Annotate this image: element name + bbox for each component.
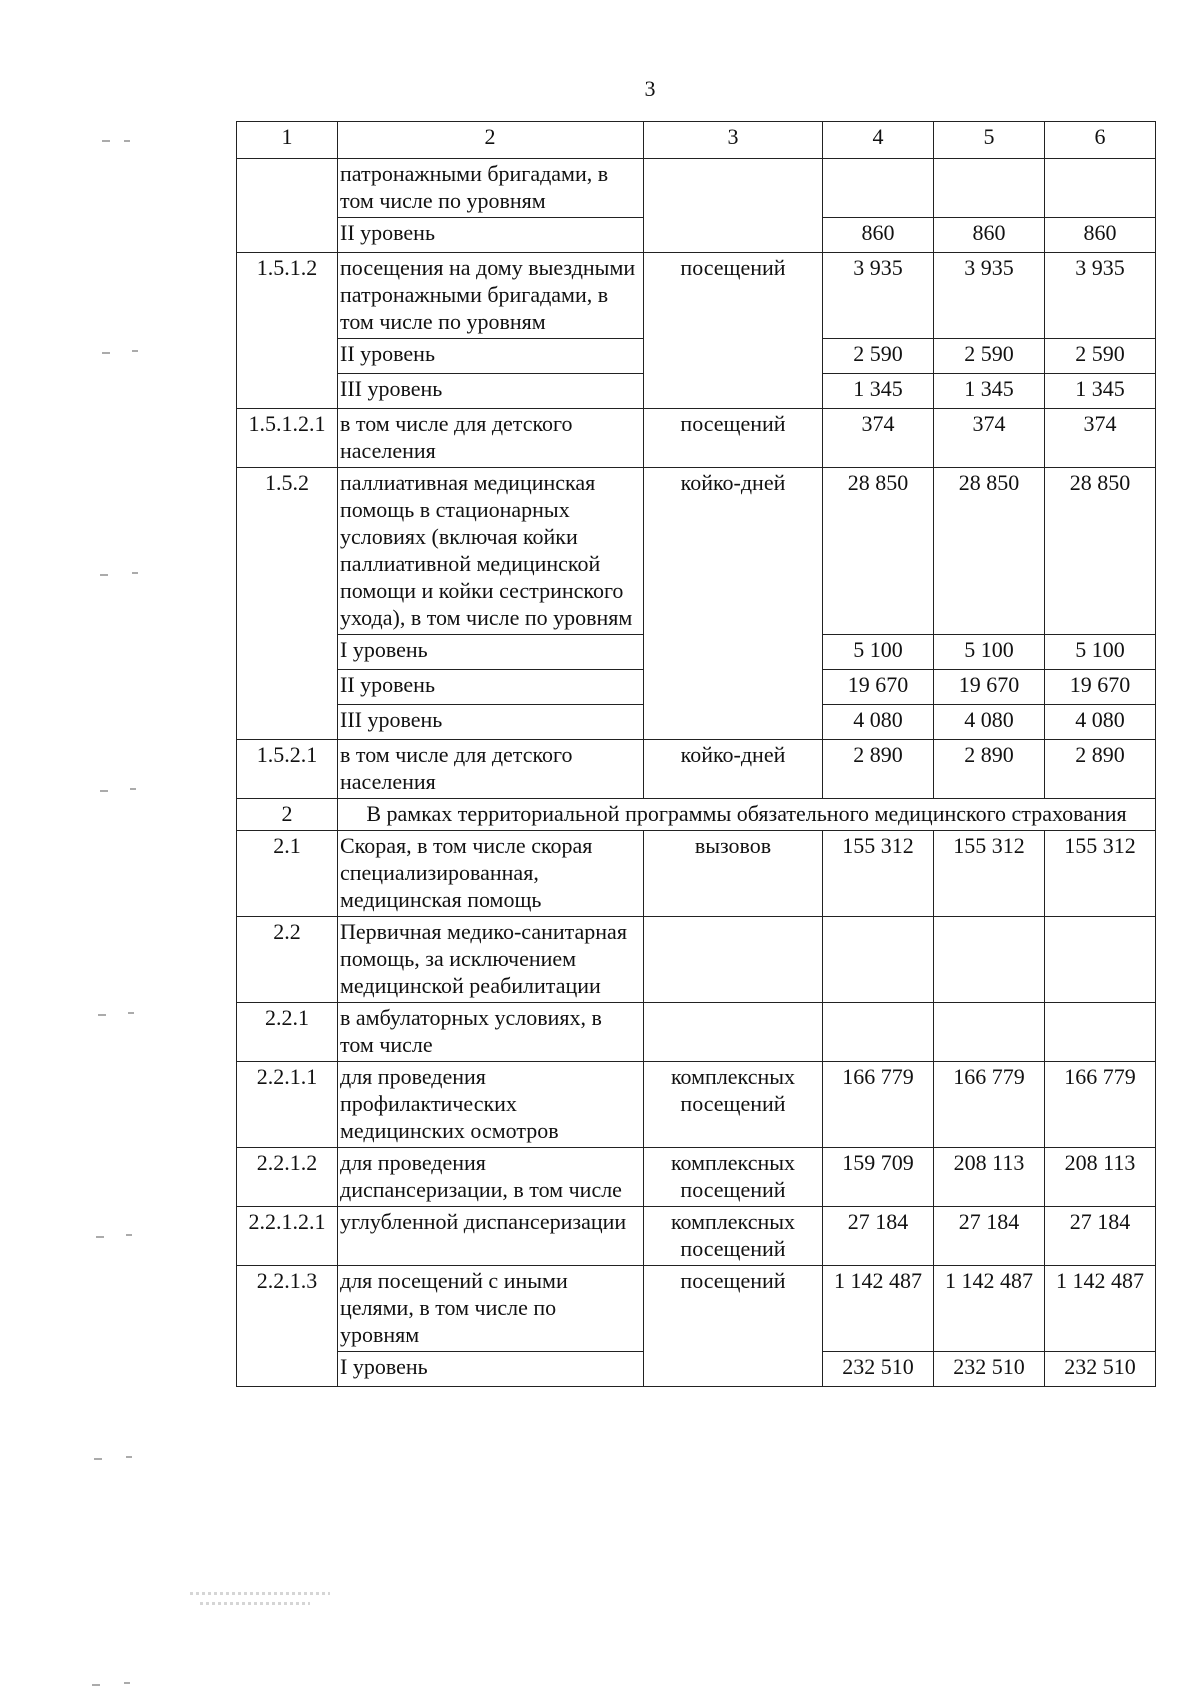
page-number: 3	[644, 76, 656, 101]
row-name: II уровень	[338, 670, 644, 705]
row-value-4	[823, 1003, 934, 1062]
column-header: 1	[237, 122, 338, 159]
row-value-5	[934, 917, 1045, 1003]
section-code: 2	[237, 799, 338, 831]
row-name: для посещений с иными целями, в том числе по уровням	[338, 1266, 644, 1352]
row-value-5: 5 100	[934, 635, 1045, 670]
row-value-4: 28 850	[823, 468, 934, 635]
row-value-6	[1045, 159, 1156, 218]
scan-artifact	[102, 352, 110, 354]
row-value-5: 860	[934, 218, 1045, 253]
scan-artifact	[96, 1236, 104, 1238]
row-value-5: 2 890	[934, 740, 1045, 799]
row-value-5: 3 935	[934, 253, 1045, 339]
row-value-4	[823, 917, 934, 1003]
row-value-5	[934, 1003, 1045, 1062]
table-row	[237, 1062, 1156, 1148]
row-value-6: 374	[1045, 409, 1156, 468]
row-value-6: 4 080	[1045, 705, 1156, 740]
row-name: I уровень	[338, 635, 644, 670]
row-code: 1.5.1.2.1	[237, 409, 338, 468]
row-code	[237, 159, 338, 253]
row-value-6: 2 890	[1045, 740, 1156, 799]
scan-artifact	[100, 574, 108, 576]
scan-artifact	[102, 140, 110, 142]
row-name: II уровень	[338, 218, 644, 253]
section-row	[237, 799, 1156, 831]
row-value-4: 166 779	[823, 1062, 934, 1148]
scan-artifact	[94, 1458, 102, 1460]
row-unit: комплексных посещений	[644, 1062, 823, 1148]
row-value-4: 374	[823, 409, 934, 468]
row-code: 2.2	[237, 917, 338, 1003]
table-row	[237, 159, 1156, 218]
column-header: 6	[1045, 122, 1156, 159]
scan-artifact	[126, 1456, 132, 1458]
table-header-row	[237, 122, 1156, 159]
row-value-4: 27 184	[823, 1207, 934, 1266]
row-value-5: 232 510	[934, 1352, 1045, 1387]
row-unit: вызовов	[644, 831, 823, 917]
row-name: Скорая, в том числе скорая специализированная, медицинская помощь	[338, 831, 644, 917]
row-value-4: 155 312	[823, 831, 934, 917]
column-header: 5	[934, 122, 1045, 159]
row-code: 2.2.1.1	[237, 1062, 338, 1148]
row-unit: комплексных посещений	[644, 1207, 823, 1266]
row-name: III уровень	[338, 374, 644, 409]
table-row	[237, 468, 1156, 635]
row-name: в том числе для детского населения	[338, 409, 644, 468]
row-value-6	[1045, 917, 1156, 1003]
row-name: углубленной диспансеризации	[338, 1207, 644, 1266]
row-value-4: 2 890	[823, 740, 934, 799]
row-code: 1.5.2	[237, 468, 338, 740]
row-value-4: 159 709	[823, 1148, 934, 1207]
row-unit: койко-дней	[644, 468, 823, 740]
row-value-4: 4 080	[823, 705, 934, 740]
row-unit: посещений	[644, 253, 823, 409]
row-value-6: 2 590	[1045, 339, 1156, 374]
row-value-6: 5 100	[1045, 635, 1156, 670]
row-value-6: 27 184	[1045, 1207, 1156, 1266]
row-value-6: 208 113	[1045, 1148, 1156, 1207]
table-row	[237, 740, 1156, 799]
scan-artifact	[190, 1592, 330, 1595]
row-value-4: 1 142 487	[823, 1266, 934, 1352]
row-unit: койко-дней	[644, 740, 823, 799]
table-row	[237, 253, 1156, 339]
row-name: для проведения профилактических медицинских осмотров	[338, 1062, 644, 1148]
row-value-5: 28 850	[934, 468, 1045, 635]
row-value-4: 19 670	[823, 670, 934, 705]
row-name: патронажными бригадами, в том числе по уровням	[338, 159, 644, 218]
row-unit: комплексных посещений	[644, 1148, 823, 1207]
table-row	[237, 1266, 1156, 1352]
row-value-4: 3 935	[823, 253, 934, 339]
row-value-4: 2 590	[823, 339, 934, 374]
row-name: в том числе для детского населения	[338, 740, 644, 799]
scan-artifact	[92, 1684, 100, 1686]
row-code: 2.1	[237, 831, 338, 917]
column-header: 4	[823, 122, 934, 159]
scan-artifact	[128, 1012, 134, 1014]
row-unit: посещений	[644, 409, 823, 468]
table-row	[237, 831, 1156, 917]
table-row	[237, 917, 1156, 1003]
scan-artifact	[124, 1682, 130, 1684]
row-value-6: 3 935	[1045, 253, 1156, 339]
row-name: в амбулаторных условиях, в том числе	[338, 1003, 644, 1062]
scan-artifact	[200, 1602, 310, 1605]
column-header: 3	[644, 122, 823, 159]
scan-artifact	[98, 1014, 106, 1016]
row-value-5: 374	[934, 409, 1045, 468]
table-row	[237, 1207, 1156, 1266]
row-code: 1.5.1.2	[237, 253, 338, 409]
table-row	[237, 1148, 1156, 1207]
row-value-5: 1 142 487	[934, 1266, 1045, 1352]
row-value-4: 5 100	[823, 635, 934, 670]
row-unit: посещений	[644, 1266, 823, 1387]
column-header: 2	[338, 122, 644, 159]
row-value-5	[934, 159, 1045, 218]
row-name: II уровень	[338, 339, 644, 374]
row-name: посещения на дому выездными патронажными бригадами, в том числе по уровням	[338, 253, 644, 339]
row-value-5: 4 080	[934, 705, 1045, 740]
scan-artifact	[132, 572, 138, 574]
row-value-4: 232 510	[823, 1352, 934, 1387]
row-value-4: 1 345	[823, 374, 934, 409]
row-value-5: 1 345	[934, 374, 1045, 409]
table-row	[237, 409, 1156, 468]
row-name: I уровень	[338, 1352, 644, 1387]
row-name: III уровень	[338, 705, 644, 740]
row-name: Первичная медико-санитарная помощь, за исключением медицинской реабилитации	[338, 917, 644, 1003]
row-value-4: 860	[823, 218, 934, 253]
row-value-5: 19 670	[934, 670, 1045, 705]
row-unit	[644, 1003, 823, 1062]
row-code: 2.2.1.2.1	[237, 1207, 338, 1266]
row-value-6: 28 850	[1045, 468, 1156, 635]
row-value-6: 1 142 487	[1045, 1266, 1156, 1352]
data-table	[236, 121, 1156, 1387]
scan-artifact	[132, 350, 138, 352]
row-value-6: 155 312	[1045, 831, 1156, 917]
row-code: 2.2.1.3	[237, 1266, 338, 1387]
row-code: 2.2.1.2	[237, 1148, 338, 1207]
row-value-6: 19 670	[1045, 670, 1156, 705]
scan-artifact	[100, 790, 108, 792]
row-value-4	[823, 159, 934, 218]
row-value-5: 208 113	[934, 1148, 1045, 1207]
row-value-6: 232 510	[1045, 1352, 1156, 1387]
row-value-6	[1045, 1003, 1156, 1062]
row-name: для проведения диспансеризации, в том числе	[338, 1148, 644, 1207]
row-unit	[644, 917, 823, 1003]
row-code: 2.2.1	[237, 1003, 338, 1062]
row-value-5: 155 312	[934, 831, 1045, 917]
row-code: 1.5.2.1	[237, 740, 338, 799]
table-row	[237, 1003, 1156, 1062]
row-name: паллиативная медицинская помощь в стационарных условиях (включая койки паллиативной медицинской помощи и койки сестринского ухода), в том числе по уровням	[338, 468, 644, 635]
scan-artifact	[130, 788, 136, 790]
row-value-5: 2 590	[934, 339, 1045, 374]
row-unit	[644, 159, 823, 253]
section-title: В рамках территориальной программы обязательного медицинского страхования	[338, 799, 1156, 831]
row-value-6: 860	[1045, 218, 1156, 253]
scan-artifact	[126, 1234, 132, 1236]
row-value-5: 27 184	[934, 1207, 1045, 1266]
row-value-6: 166 779	[1045, 1062, 1156, 1148]
row-value-6: 1 345	[1045, 374, 1156, 409]
row-value-5: 166 779	[934, 1062, 1045, 1148]
scan-artifact	[124, 140, 130, 142]
